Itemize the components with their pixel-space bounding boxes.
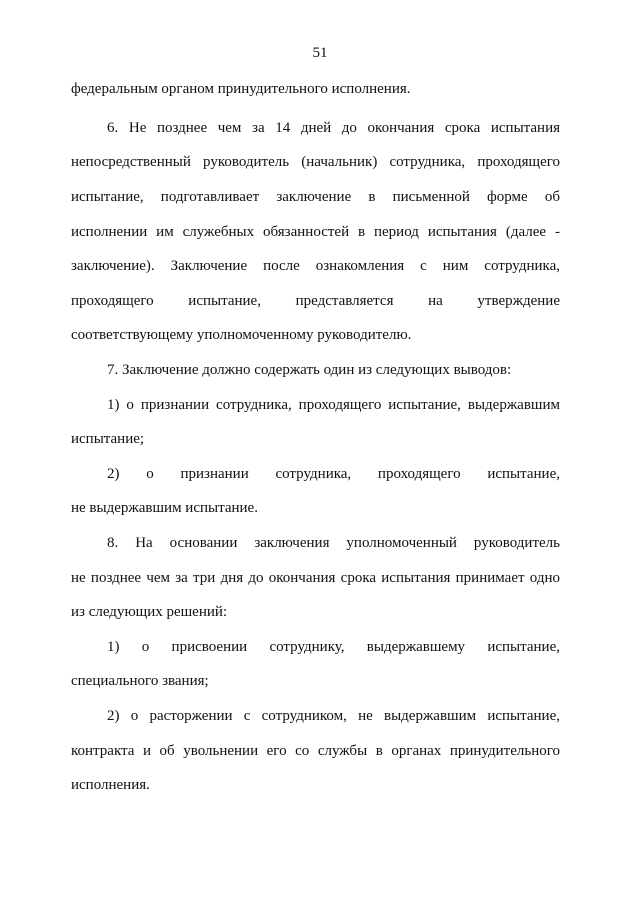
text-line: испытание, подготавливает заключение в письменной форме об [71, 189, 560, 205]
text-line: не позднее чем за три дня до окончания срока испытания принимает одно [71, 570, 560, 586]
text-line: проходящего испытание, представляется на утверждение [71, 293, 560, 309]
text-line: непосредственный руководитель (начальник) сотрудника, проходящего [71, 154, 560, 170]
text-line: соответствующему уполномоченному руководителю. [71, 327, 412, 343]
text-line: 8. На основании заключения уполномоченный руководитель [107, 535, 560, 551]
text-line: 2) о расторжении с сотрудником, не выдержавшим испытание, [107, 708, 560, 724]
text-line: заключение). Заключение после ознакомления с ним сотрудника, [71, 258, 560, 274]
text-line: контракта и об увольнении его со службы в органах принудительного [71, 743, 560, 759]
text-line: специального звания; [71, 673, 209, 689]
text-line: 2) о признании сотрудника, проходящего испытание, [107, 466, 560, 482]
text-line: из следующих решений: [71, 604, 228, 620]
page-number: 51 [312, 45, 328, 61]
text-line: исполнения. [71, 777, 150, 793]
text-line: исполнении им служебных обязанностей в период испытания (далее - [71, 224, 560, 240]
text-line: испытание; [71, 431, 145, 447]
text-line: не выдержавшим испытание. [71, 500, 258, 516]
text-line: 6. Не позднее чем за 14 дней до окончания срока испытания [107, 120, 560, 136]
text-line: 1) о присвоении сотруднику, выдержавшему испытание, [107, 639, 560, 655]
text-line: федеральным органом принудительного исполнения. [71, 81, 411, 97]
text-line: 7. Заключение должно содержать один из следующих выводов: [107, 362, 512, 378]
text-line: 1) о признании сотрудника, проходящего испытание, выдержавшим [107, 397, 560, 413]
